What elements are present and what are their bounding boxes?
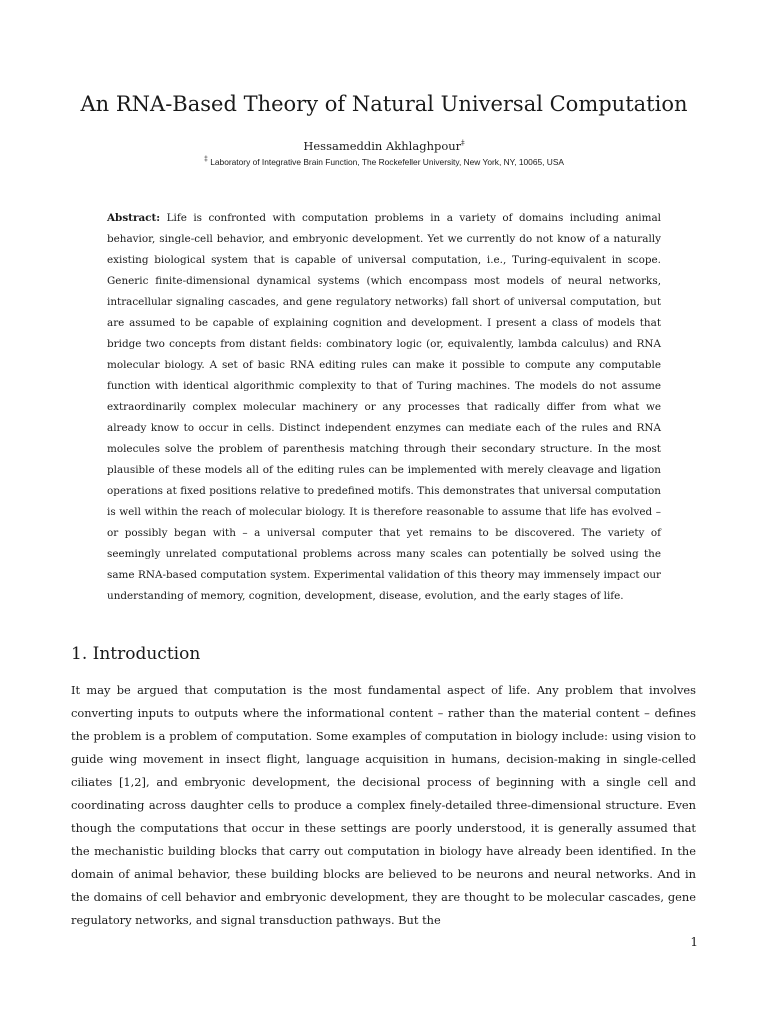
author-name: Hessameddin Akhlaghpour — [303, 138, 462, 153]
affiliation-text: Laboratory of Integrative Brain Function, The Rockefeller University, New York, NY, 10065, USA — [210, 156, 565, 167]
affiliation-mark: ‡ — [203, 156, 208, 163]
abstract — [107, 208, 661, 607]
page-number: 1 — [690, 935, 698, 949]
introduction-paragraph: It may be argued that computation is the most fundamental aspect of life. Any problem that involves converting inputs to outputs where the informational content – rather than the material content – defines the problem is a problem of computation. Some examples of computation in biology include: using vision to guide wing movement in insect flight, language acquisition in humans, decision-making in single-celled ciliates [1,2], and embryonic development, the decisional process of beginning with a single cell and coordinating across daughter cells to produce a complex finely-detailed three-dimensional structure. Even though the computations that occur in these settings are poorly understood, it is generally assumed that the mechanistic building blocks that carry out computation in biology have already been identified. In the domain of animal behavior, these building blocks are believed to be neurons and neural networks. And in the domains of cell behavior and embryonic development, they are thought to be molecular cascades, gene regulatory networks, and signal transduction pathways. But the — [71, 683, 696, 927]
paper-title: An RNA-Based Theory of Natural Universal Computation — [80, 92, 688, 116]
abstract-label: Abstract: — [107, 212, 161, 224]
affiliation-line — [0, 153, 768, 169]
section-heading-introduction: 1. Introduction — [71, 644, 201, 664]
author-line — [0, 135, 768, 154]
author-affiliation-mark: ‡ — [461, 139, 465, 147]
abstract-text: Life is confronted with computation problems in a variety of domains including animal behavior, single-cell behavior, and embryonic development. Yet we currently do not know of a naturally existing biological system that is capable of universal computation, i.e., Turing-equivalent in scope. Generic finite-dimensional dynamical systems (which encompass most models of neural networks, intracellular signaling cascades, and gene regulatory networks) fall short of universal computation, but are assumed to be capable of explaining cognition and development. I present a class of models that bridge two concepts from distant fields: combinatory logic (or, equivalently, lambda calculus) and RNA molecular biology. A set of basic RNA editing rules can make it possible to compute any computable function with identical algorithmic complexity to that of Turing machines. The models do not assume extraordinarily complex molecular machinery or any processes that radically differ from what we already know to occur in cells. Distinct independent enzymes can mediate each of the rules and RNA molecules solve the problem of parenthesis matching through their secondary structure. In the most plausible of these models all of the editing rules can be implemented with merely cleavage and ligation operations at fixed positions relative to predefined motifs. This demonstrates that universal computation is well within the reach of molecular biology. It is therefore reasonable to assume that life has evolved – or possibly began with – a universal computer that yet remains to be discovered. The variety of seemingly unrelated computational problems across many scales can potentially be solved using the same RNA-based computation system. Experimental validation of this theory may immensely impact our understanding of memory, cognition, development, disease, evolution, and the early stages of life. — [107, 212, 661, 602]
